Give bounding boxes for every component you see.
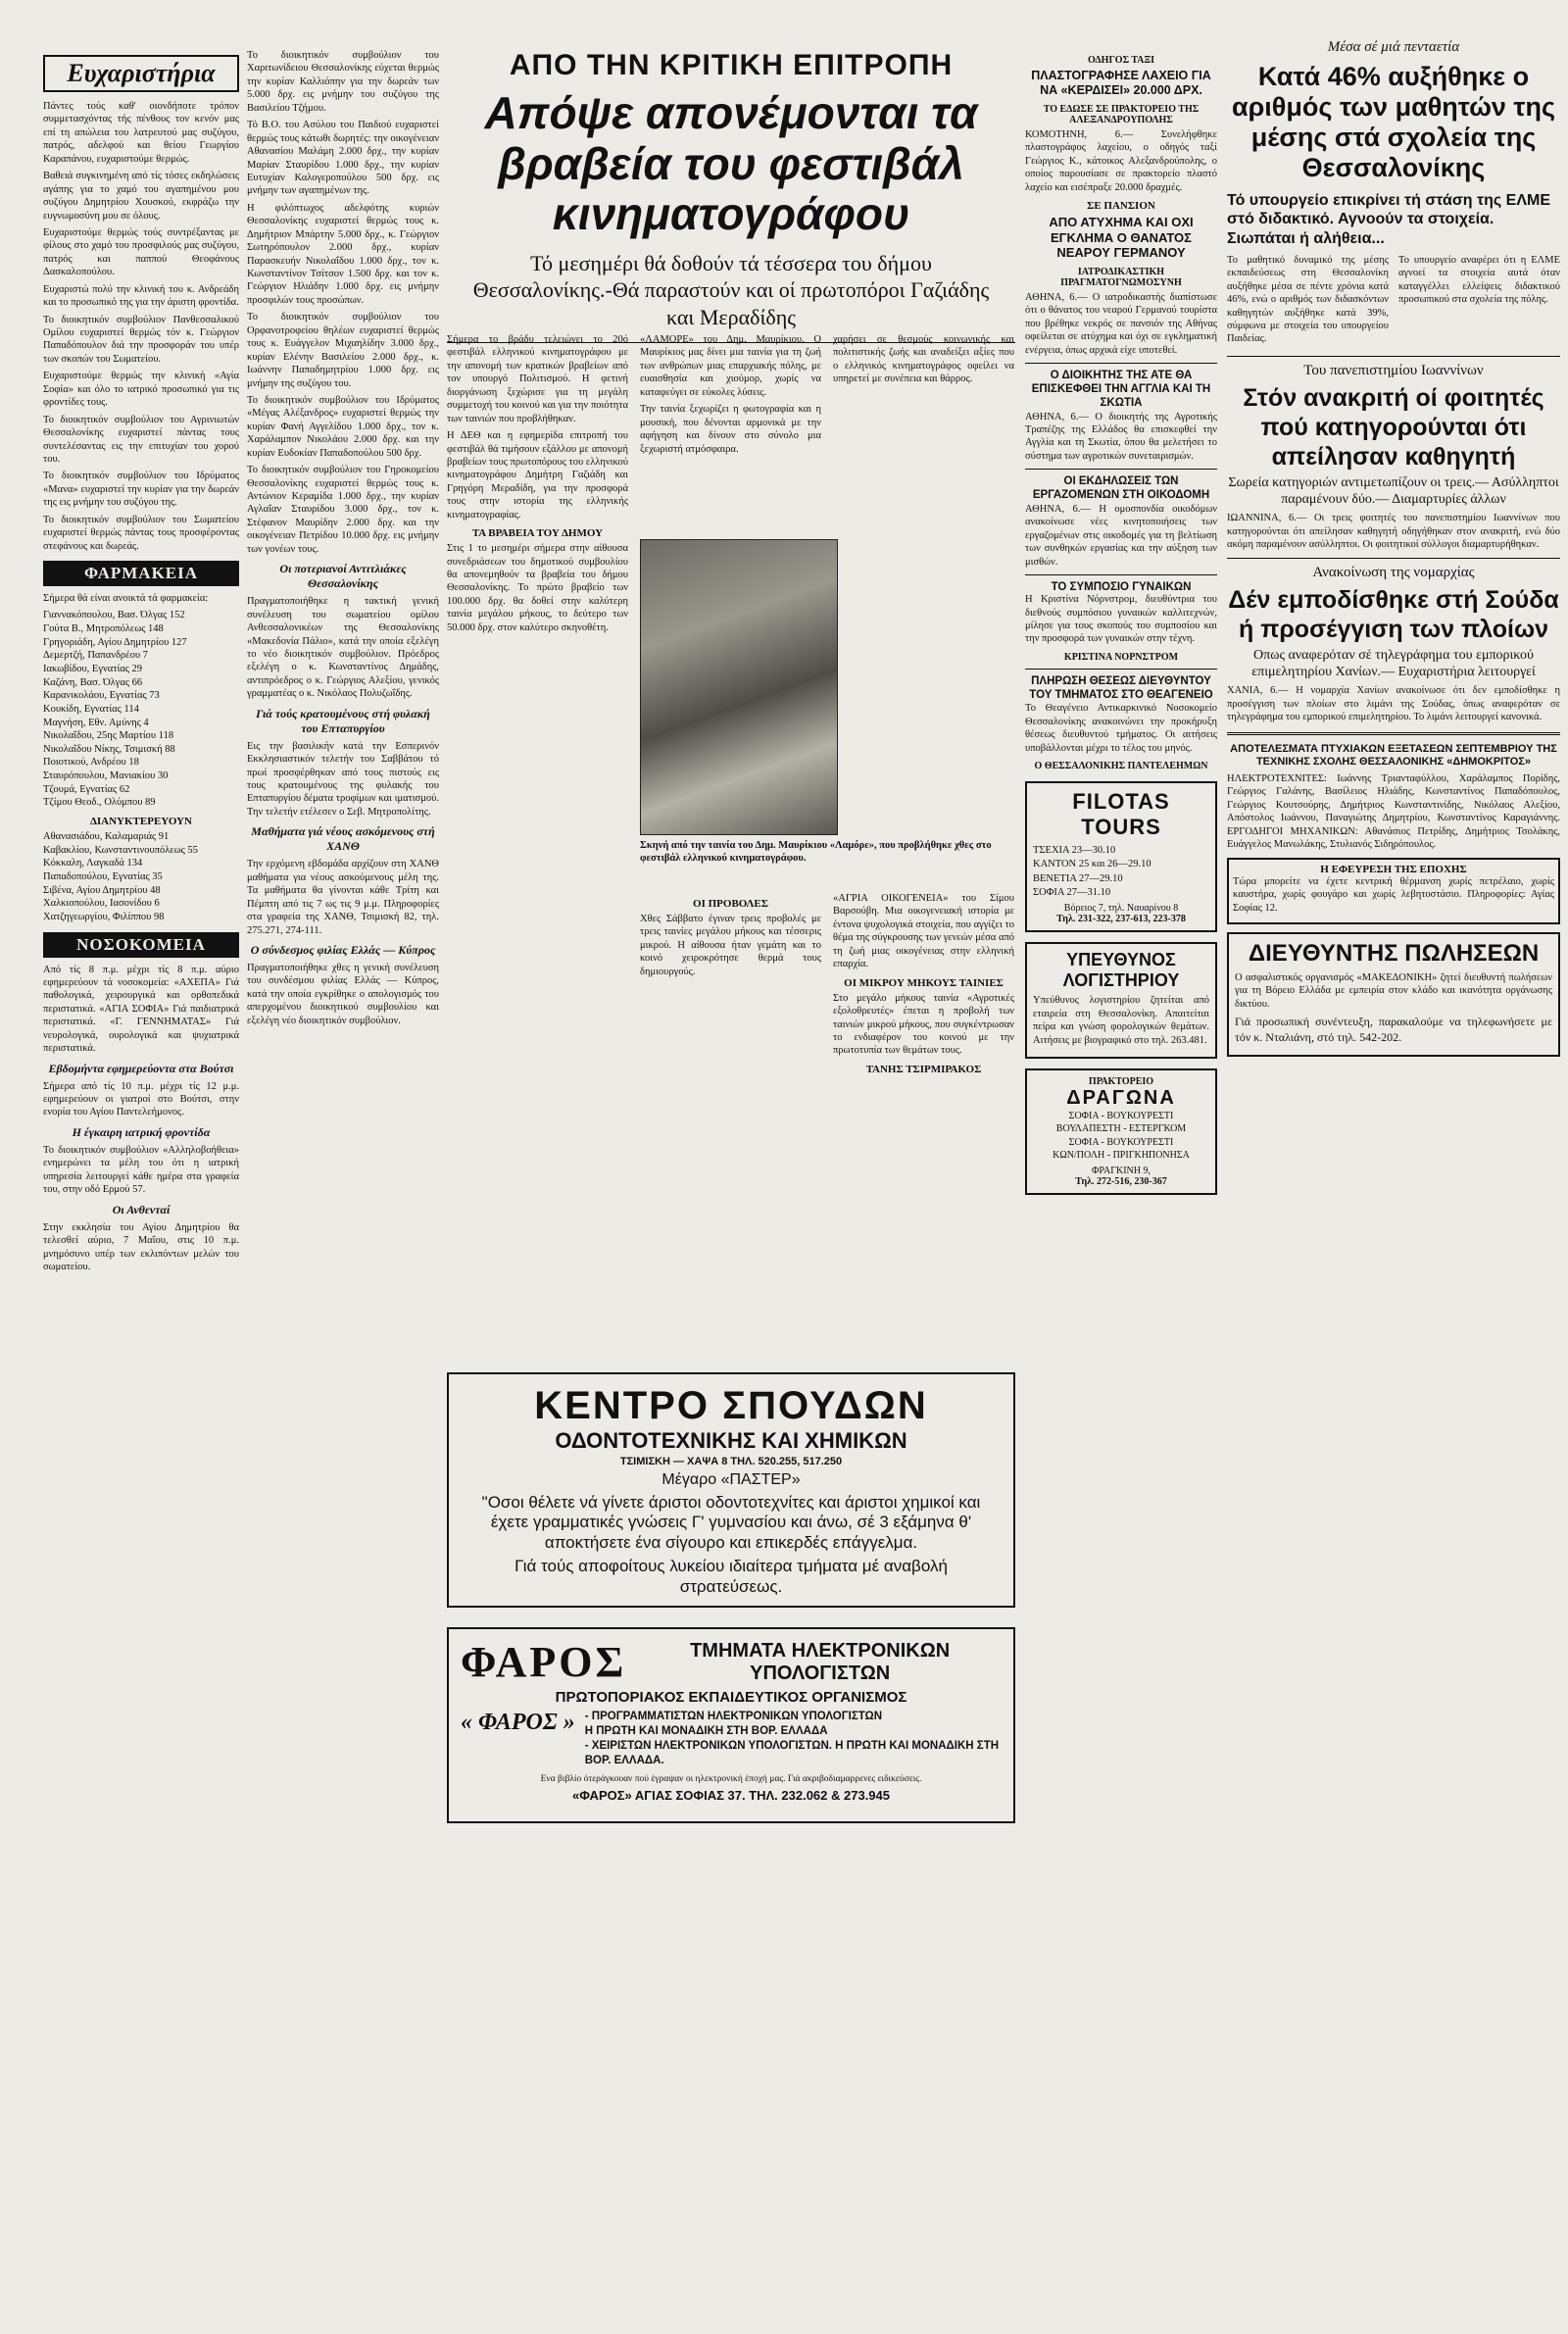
tour-row: ΤΣΕΧΙΑ 23—30.10 (1033, 845, 1116, 857)
news-headline: ΟΙ ΕΚΔΗΛΩΣΕΙΣ ΤΩΝ ΕΡΓΑΖΟΜΕΝΩΝ ΣΤΗ ΟΙΚΟΔΟΜΗ (1032, 475, 1210, 502)
tour-row: ΣΟΦΙΑ - ΒΟΥΚΟΥΡΕΣΤΙ (1068, 1110, 1174, 1121)
ad-address: ΤΣΙΜΙΣΚΗ — ΧΑΨΑ 8 ΤΗΛ. 520.255, 517.250 (619, 1456, 843, 1467)
souda-deck: Οπως αναφερόταν σέ τηλεγράφημα του εμπορικού επιμελητηρίου Χανίων.— Ευχαριστήρια λειτουργεί (1251, 647, 1536, 679)
education-paragraph: Το μαθητικό δυναμικό της μέσης εκπαιδεύσεως στη Θεσσαλονίκη αυξήθηκε μέσα σε πέντε χρόνια κατά 46%, ενώ ο αριθμός των διδασκόντων καθηγητών αυξήθηκε κατά 39%, σύμφωνα με στοιχεία του υπουργείου Παιδείας. (1227, 254, 1389, 345)
festival-paragraph: Σήμερα το βράδυ τελειώνει το 20ό φεστιβάλ ελληνικού κινηματογράφου με την απονομή των κρατικών βραβείων από τον υπουργό Πολιτισμού. Η φετινή διοργάνωση ξεχώρισε για τη μεγάλη συμμετοχή του κοινού και για την ποιότητα των ταινιών που προβλήθηκαν. (447, 334, 628, 424)
souda-text: ΧΑΝΙΑ, 6.— Η νομαρχία Χανίων ανακοίνωσε ότι δεν εμποδίσθηκε η προσέγγιση των πλοίων στο λιμάνι της Σούδας, όπως αναφερόταν σε τηλεγράφημα του εμπορικού επιμελητηρίου. Το λιμάνι λειτουργεί κανονικά. (1227, 685, 1560, 723)
students-deck: Σωρεία κατηγοριών αντιμετωπίζουν οι τρεις.— Ασύλληπτοι παραμένουν δύο.— Διαμαρτυρίες άλλων (1228, 474, 1559, 507)
news-subhead: ΤΟ ΕΔΩΣΕ ΣΕ ΠΡΑΚΤΟΡΕΙΟ ΤΗΣ ΑΛΕΞΑΝΔΡΟΥΠΟΛΗΣ (1043, 104, 1200, 125)
pharmacy-item: Αθανασιάδου, Καλαμαριάς 91 (43, 831, 170, 843)
pharmacy-item: Σιβένα, Αγίου Δημητρίου 48 (43, 884, 161, 896)
faros-tagline: ΤΜΗΜΑΤΑ ΗΛΕΚΤΡΟΝΙΚΩΝ ΥΠΟΛΟΓΙΣΤΩΝ (690, 1639, 951, 1684)
pharmacy-item: Παπαδοπούλου, Εγνατίας 35 (43, 870, 163, 882)
invention-text: Τώρα μπορείτε να έχετε κεντρική θέρμανση χωρίς πετρέλαιο, χωρίς καυστήρα, χωρίς φουγάρο και χωρίς λεβητοστάσιο. Πληροφορίες: Αγίας Σοφίας 12. (1233, 875, 1554, 914)
notice-text: Εις την βασιλικήν κατά την Εσπερινόν Εκκλησιαστικόν τελετήν του Σαββάτου τό πρωί προσφέρθηκαν από τους πιστούς εις τους κρατουμένους της φυλακής του Επταπυργίου δέματα τροφίμων και ιματισμού. Την τελετήν ετέλεσεν ο Σεβ. Μητροπολίτης. (247, 740, 439, 818)
thanks-heading: Ευχαριστήρια (43, 55, 239, 92)
accountant-ad (1025, 942, 1217, 1059)
filotas-title: FILOTAS TOURS (1072, 789, 1170, 840)
education-deck: Τό υπουργείο επικρίνει τή στάση της ΕΛΜΕ στό διδακτικό. Αγνοούν τα στοιχεία. Σιωπάται ή αλήθεια... (1227, 192, 1551, 247)
tour-row: ΣΟΦΙΑ 27—31.10 (1033, 886, 1111, 898)
festival-paragraph: Την ταινία ξεχωρίζει η φωτογραφία και η μουσική, που δένονται αρμονικά με την αφήγηση και δίνουν στο σύνολο μια ξεχωριστή ατμόσφαιρα. (640, 404, 821, 455)
pharmacy-item: Νικολαΐδου, 25ης Μαρτίου 118 (43, 730, 174, 742)
notice-title: Η έγκαιρη ιατρική φροντίδα (72, 1124, 211, 1139)
festival-paragraph: Η ΔΕΘ και η εφημερίδα επιτροπή του φεστιβάλ θά τιμήσουν εξάλλου με απονομή βραβείων τους πρωτοπόρους του ελληνικού κινηματογράφου Δημήτρη Γαζιάδη και Γρηγόρη Μεραδίδη, για την προσφορά τους στην ιστορία της ελληνικής κινηματογραφίας. (447, 430, 628, 521)
pharmacy-item: Γούτα Β., Μητροπόλεως 148 (43, 623, 164, 635)
dragona-address: ΦΡΑΓΚΙΝΗ 9, (1092, 1165, 1151, 1176)
faros-point: - ΧΕΙΡΙΣΤΩΝ ΗΛΕΚΤΡΟΝΙΚΩΝ ΥΠΟΛΟΓΙΣΤΩΝ. Η ΠΡΩΤΗ ΚΑΙ ΜΟΝΑΔΙΚΗ ΣΤΗ ΒΟΡ. ΕΛΛΑΔΑ. (584, 1739, 1000, 1766)
news-text: ΑΘΗΝΑ, 6.— Ο ιατροδικαστής διαπίστωσε ότι ο θάνατος του νεαρού Γερμανού τουρίστα που βρέθηκε νεκρός σε πανσιόν της Αθήνας οφείλεται σε ατύχημα και όχι σε εγκληματική ενέργεια, όπως αρχικά είχε υποτεθεί. (1025, 291, 1217, 356)
pharmacy-item: Καζάνη, Βασ. Όλγας 66 (43, 676, 143, 688)
photo-caption: Σκηνή από την ταινία του Δημ. Μαυρίκιου «Λαμόρε», που προβλήθηκε χθες στο φεστιβάλ ελληνικού κινηματογράφου. (640, 840, 992, 865)
results-text: ΗΛΕΚΤΡΟΤΕΧΝΙΤΕΣ: Ιωάννης Τριανταφύλλου, Χαράλαμπος Πορίδης, Γεώργιος Γαλάνης, Βασίλειος Ηλιάδης, Κωνσταντίνος Παπαδόπουλος, Γεώργιος Κουτσούρης, Δημήτριος Κωνσταντινίδης, Νικόλαος Αλεξίου, Απόστολος Ιωάννου, Παναγιώτης Δημητρίου, Κωνσταντίνος Καραγιάννης. ΕΡΓΟΔΗΓΟΙ ΜΗΧΑΝΙΚΩΝ: Αθανάσιος Πετρίδης, Δημήτριος Τσολάκης, Ευάγγελος Μανωλάκης, Στυλιανός Σιδηρόπουλος. (1227, 773, 1560, 851)
news-headline: ΠΛΑΣΤΟΓΡΑΦΗΣΕ ΛΑΧΕΙΟ ΓΙΑ ΝΑ «ΚΕΡΔΙΣΕΙ» 20.000 ΔΡΧ. (1031, 69, 1211, 97)
faros-advertisement (447, 1627, 1015, 1823)
tour-row: ΒΟΥΛΑΠΕΣΤΗ - ΕΣΤΕΡΓΚΟΜ (1055, 1123, 1187, 1135)
pharmacy-item: Σταυρόπουλου, Μανιακίου 30 (43, 770, 169, 782)
results-title: ΑΠΟΤΕΛΕΣΜΑΤΑ ΠΤΥΧΙΑΚΩΝ ΕΞΕΤΑΣΕΩΝ ΣΕΠΤΕΜΒΡΙΟΥ ΤΗΣ ΤΕΧΝΙΚΗΣ ΣΧΟΛΗΣ ΘΕΣΣΑΛΟΝΙΚΗΣ «ΔΗΜΟΚΡΙΤΟΣ» (1230, 742, 1557, 768)
festival-col-c-lower (833, 892, 1014, 1078)
pharmacy-item: Κουκίδη, Εγνατίας 114 (43, 703, 139, 715)
pharmacy-item: Τζίμου Θεοδ., Ολύμπου 89 (43, 797, 156, 809)
pharmacies-intro: Σήμερα θά είναι ανοικτά τά φαρμακεία: (43, 593, 209, 604)
news-text: ΑΘΗΝΑ, 6.— Η ομοσπονδία οικοδόμων ανακοίνωσε νέες κινητοποιήσεις των εργαζομένων στις οικοδομές για τη βελτίωση των συνθηκών εργασίας και την αύξηση των μισθών. (1025, 503, 1217, 568)
thanks-paragraph: Τό Β.Ο. του Ασύλου του Παιδιού ευχαριστεί θερμώς τους κάτωθι δωρητές: την οικογένειαν Αθανασίου Μαλάμη 2.000 δρχ., την κυρίαν Μαρίαν Σταυρίδου 1.000 δρχ., την κυρίαν Ευτυχίαν Καλογεροπούλου 500 δρχ. εις μνήμην των αγαπημένων της. (247, 120, 439, 197)
ad-title: ΚΕΝΤΡΟ ΣΠΟΥΔΩΝ (534, 1384, 928, 1427)
thanks-paragraph: Το διοικητικόν συμβούλιον του Ιδρύματος «Μανα» ευχαριστεί την κυρίαν για την δωρεάν της εις μνήμην του συζύγου της. (43, 471, 239, 509)
students-headline: Στόν ανακριτή οί φοιτητές πού κατηγορούνται ότι απείλησαν καθηγητή (1243, 383, 1544, 471)
faros-contact: «ΦΑΡΟΣ» ΑΓΙΑΣ ΣΟΦΙΑΣ 37. ΤΗΛ. 232.062 & 273.945 (572, 1787, 890, 1803)
notice-text: Πραγματοποιήθηκε η τακτική γενική συνέλευση του σωματείου ομίλου Ανθεσσαλονικέων της Θεσσαλονίκης «Μακεδονία Πάλιο», κατά την οποία εξελέγη το νέο διοικητικόν συμβούλιον. Πρόεδρος εξελέγη ο κ. Κωνσταντίνος Δημάδης, αντιπρόεδρος ο κ. Γεώργιος Αλεξίου, γενικός γραμματέας ο κ. Νικόλαος Πολυζωΐδης. (247, 596, 439, 700)
festival-paragraph: «ΑΓΡΙΑ ΟΙΚΟΓΕΝΕΙΑ» του Σίμου Βαρσούβη. Μια οικογενειακή ιστορία με έντονα ψυχολογικά στοιχεία, που αγγίζει το θέμα της σύγκρουσης των γενεών μέσα από τη ζωή μιας οικογένειας στην ελληνική επαρχία. (833, 893, 1014, 970)
column-4 (1025, 49, 1217, 2304)
pharmacies-list (43, 609, 239, 810)
festival-paragraph: χαρήσει σε θεσμούς κοινωνικής και πολιτιστικής ζωής και αναδείξει αξίες που ο ελληνικός κινηματογράφος οφείλει να υπηρετεί με συνέπεια και θάρρος. (833, 334, 1014, 385)
byline: ΤΑΝΗΣ ΤΣΙΡΜΙΡΑΚΟΣ (865, 1063, 982, 1075)
thanks-paragraph: Το διοικητικόν συμβούλιον Πανθεσσαλικού Ομίλου ευχαριστεί θερμώς τόν κ. Γεώργιον Παπαδόπουλον διά την προσφοράν του υπέρ των σκοπών του Σωματείου. (43, 314, 239, 365)
ad-body: "Οσοι θέλετε νά γίνετε άριστοι οδοντοτεχνίτες και άριστοι χημικοί και έχετε γραμματικές γνώσεις Γ' γυμνασίου και άνω, σέ 3 εξάμηνα θ' αποκτήσετε ένα σίγουρο και επικερδές επάγγελμα. (481, 1493, 981, 1552)
festival-paragraph: «ΛΑΜΟΡΕ» του Δημ. Μαυρίκιου. Ο Μαυρίκιος μας δίνει μια ταινία για τη ζωή των ανθρώπων μιας επαρχιακής πόλης, με ευαισθησία και χιούμορ, χωρίς να καταφεύγει σε εύκολες λύσεις. (640, 334, 821, 398)
invention-title: Η ΕΦΕΥΡΕΣΗ ΤΗΣ ΕΠΟΧΗΣ (1320, 863, 1467, 875)
accountant-title: ΥΠΕΥΘΥΝΟΣ ΛΟΓΙΣΤΗΡΙΟΥ (1062, 949, 1180, 990)
filotas-address: Βόρειος 7, τηλ. Ναυαρίνου 8 (1063, 902, 1179, 914)
divider (1227, 732, 1560, 735)
education-paragraph: Το υπουργείο αναφέρει ότι η ΕΛΜΕ αγνοεί τα στοιχεία αυτά όταν καταγγέλλει ελλείψεις διδακτικού προσωπικού στα σχολεία της πόλης. (1398, 254, 1560, 306)
notice-text: Την ερχόμενη εβδομάδα αρχίζουν στη ΧΑΝΘ μαθήματα για νέους ασκούμενους μέλη της. Τα μαθήματα θα γίνονται κάθε Τρίτη και Πέμπτη από τις 7 ως τις 9 μ.μ. Πληροφορίες στα γραφεία της ΧΑΝΘ, Τσιμισκή 82, τηλ. 275.271, 274-111. (247, 859, 439, 936)
news-text: ΚΟΜΟΤΗΝΗ, 6.— Συνελήφθηκε πλαστογράφος λαχείου, ο οδηγός ταξί Γεώργιος Κ., κάτοικος Αλεξανδρούπολης, ο οποίος παρουσίασε σε πρακτορείο πλαστό λαχείο και εισέπραξε 20.000 δραχμές. (1025, 129, 1217, 193)
notice-title: Οι Ανθενταί (112, 1202, 171, 1217)
pharmacies-heading: ΦΑΡΜΑΚΕΙΑ (43, 561, 239, 586)
divider (1025, 669, 1217, 670)
invention-ad (1227, 858, 1560, 924)
job-text: Ο ασφαλιστικός οργανισμός «ΜΑΚΕΔΟΝΙΚΗ» ζητεί διευθυντή πωλήσεων για τη Βόρειο Ελλάδα με εμπειρία στον κλάδο και ικανότητα οργάνωσης δικτύου. (1235, 971, 1552, 1010)
souda-kicker: Ανακοίνωση της νομαρχίας (1312, 564, 1475, 580)
thanks-paragraph: Ευχαριστώ πολύ την κλινική του κ. Ανδρεάδη και το προσωπικό της για την άριστη φροντίδα. (43, 283, 239, 309)
education-headline: Κατά 46% αυξήθηκε ο αριθμός των μαθητών της μέσης στά σχολεία της Θεσσαλονίκης (1232, 62, 1555, 183)
notice-text: Στην εκκλησία του Αγίου Δημητρίου θα τελεσθεί αύριο, 7 Μαΐου, στις 10 π.μ. μνημόσυνο υπέρ των εκλιπόντων μελών του σωματείου. (43, 1221, 239, 1272)
thanks-paragraph: Ευχαριστούμε θερμώς τούς συντρέξαντας με φίλους στο χαμό του προσφιλούς μας συζύγου, πατρός και παππού Θεοφάνους Δασκαλοπούλου. (43, 226, 239, 278)
festival-kicker: ΑΠΟ ΤΗΝ ΚΡΙΤΙΚΗ ΕΠΙΤΡΟΠΗ (509, 49, 954, 81)
pharmacy-item: Νικολαΐδου Νίκης, Τσιμισκή 88 (43, 743, 175, 755)
signature: Ο ΘΕΣΣΑΛΟΝΙΚΗΣ ΠΑΝΤΕΛΕΗΜΩΝ (1034, 761, 1208, 772)
accountant-text: Υπεύθυνος λογιστηρίου ζητείται από εταιρεία στη Θεσσαλονίκη. Απαιτείται πείρα και γνώση φορολογικών θεμάτων. Αιτήσεις με βιογραφικό στο τηλ. 263.481. (1033, 995, 1209, 1046)
thanks-list (43, 100, 239, 553)
thanks-paragraph: Το διοικητικόν συμβούλιον του Ιδρύματος «Μέγας Αλέξανδρος» ευχαριστεί θερμώς την κυρίαν Φανή Αγγελίδου 1.000 δρχ., τον κ. Χαράλαμπον Νικολάου 2.000 δρχ. και την κυρίαν Ευδοκίαν Παπαδοπούλου 500 δρχ. (247, 394, 439, 459)
pharmacy-item: Καβακλίου, Κωνσταντινουπόλεως 55 (43, 844, 198, 856)
pharmacy-item: Ιακωβίδου, Εγνατίας 29 (43, 664, 143, 674)
news-text: ΑΘΗΝΑ, 6.— Ο διοικητής της Αγροτικής Τραπέζης της Ελλάδος θα επισκεφθεί την Αγγλία και τη Σκωτία, όπου θα μελετήσει το σύστημα των αγροτικών συνεταιρισμών. (1025, 411, 1217, 462)
thanks-paragraph: Το διοικητικόν συμβούλιον του Γηροκομείου Θεσσαλονίκης ευχαριστεί θερμώς τους κ. Αντώνιον Κεραμίδα 1.000 δρχ., την κυρίαν Αγλαΐαν Σταυρίδου 3.000 δρχ., τον κ. Στέφανον Μαυρίδην 2.000 δρχ. και την οικογένειαν Πετρίδου 10.000 δρχ. εις μνήμην των γονέων τους. (247, 465, 439, 555)
thanks-paragraph: Η φιλόπτωχος αδελφότης κυριών Θεσσαλονίκης ευχαριστεί θερμώς τους κ. Δημήτριον Μπάρτην 5.000 δρχ., κ. Γεώργιον Σωτηρόπουλον 2.000 δρχ., κυρίαν Παρασκευήν Νικολαΐδου 1.000 δρχ., τον κ. Κωνσταντίνον Τσίτσον 1.500 δρχ. και τον κ. Γεώργιον Ηλιάδην 1.000 δρχ. εις μνήμην προσφιλών τους προσώπων. (247, 202, 439, 306)
news-headline: ΤΟ ΣΥΜΠΟΣΙΟ ΓΥΝΑΙΚΩΝ (1051, 581, 1192, 594)
pharmacy-item: Κόκκαλη, Λαγκαδά 134 (43, 858, 143, 869)
column-2 (247, 49, 439, 2304)
divider (1227, 558, 1560, 559)
divider (1025, 363, 1217, 364)
news-subhead: ΙΑΤΡΟΔΙΚΑΣΤΙΚΗ ΠΡΑΓΜΑΤΟΓΝΩΜΟΣΥΝΗ (1060, 266, 1182, 288)
news-text: Το Θεαγένειο Αντικαρκινικό Νοσοκομείο Θεσσαλονίκης ανακοινώνει την προκήρυξη θέσεως διευθυντού τμήματος. Οι αιτήσεις υποβάλλονται μέχρι το τέλος του μηνός. (1025, 703, 1217, 754)
tour-row: ΚΑΝΤΟΝ 25 και 26—29.10 (1033, 859, 1152, 870)
festival-story (447, 49, 1015, 1353)
sales-director-ad (1227, 932, 1560, 1057)
section-heading: ΟΙ ΠΡΟΒΟΛΕΣ (693, 898, 768, 910)
pharmacy-item: Μαγνήση, Εθν. Αμύνης 4 (43, 717, 149, 728)
thanks-paragraph: Βαθειά συγκινημένη από τίς τόσες εκδηλώσεις αγάπης για το χαμό του αγαπημένου μου συζύγου Δημητρίου Χουσκού, εκφράζω την ευγνωμοσύνη μου σε όλους. (43, 171, 239, 222)
section-heading: ΤΑ ΒΡΑΒΕΙΑ ΤΟΥ ΔΗΜΟΥ (471, 527, 604, 540)
notice-title: Μαθήματα γιά νέους ασκόμενους στή ΧΑΝΘ (251, 824, 435, 854)
students-kicker: Του πανεπιστημίου Ιωαννίνων (1303, 362, 1484, 378)
job-footer: Γιά προσωπική συνέντευξη, παρακαλούμε να τηλεφωνήσετε με τόν κ. Νταλιάνη, στό τηλ. 542-202. (1235, 1015, 1552, 1044)
filotas-phone: Τηλ. 231-322, 237-613, 223-378 (1056, 913, 1186, 924)
ad-building: Μέγαρο «ΠΑΣΤΕΡ» (662, 1471, 801, 1488)
dragona-phone: Τηλ. 272-516, 230-367 (1075, 1175, 1167, 1187)
tour-row: ΒΕΝΕΤΙΑ 27—29.10 (1033, 872, 1123, 884)
night-pharmacies-list (43, 830, 239, 923)
thanks-paragraph: Το διοικητικόν συμβούλιον του Σωματείου ευχαριστεί θερμώς πάντας τους προσφέροντας στεφάνους και δωρεάς. (43, 514, 239, 552)
hospitals-text: Από τίς 8 π.μ. μέχρι τίς 8 π.μ. αύριο εφημερεύουν τά νοσοκομεία: «ΑΧΕΠΑ» Γιά παθολογικά, χειρουργικά και ορθοπεδικά περιστατικά. «ΑΓΙΑ ΣΟΦΙΑ» Γιά παιδιατρικά περιστατικά. «Γ. ΓΕΝΝΗΜΑΤΑΣ» Γιά νευρολογικά, ουρολογικά και ψυχιατρικά περιστατικά. (43, 964, 239, 1055)
faros-point: Η ΠΡΩΤΗ ΚΑΙ ΜΟΝΑΔΙΚΗ ΣΤΗ ΒΟΡ. ΕΛΛΑΔΑ (584, 1724, 828, 1737)
pharmacy-item: Καρανικολάου, Εγνατίας 73 (43, 690, 160, 702)
divider (1227, 356, 1560, 357)
faros-name: ΦΑΡΟΣ (461, 1638, 627, 1686)
divider (1025, 469, 1217, 470)
thanks-paragraph: Ευχαριστούμε θερμώς την κλινική «Αγία Σοφία» και όλο το ιατρικό προσωπικό για τις φροντίδες τους. (43, 371, 239, 409)
section-heading: ΟΙ ΜΙΚΡΟΥ ΜΗΚΟΥΣ ΤΑΙΝΙΕΣ (844, 976, 1004, 989)
faros-brand: « ΦΑΡΟΣ » (461, 1710, 575, 1735)
festival-subhead: Τό μεσημέρι θά δοθούν τά τέσσερα του δήμου Θεσσαλονίκης.-Θά παραστούν και οί πρωτοπόροι Γαζιάδης και Μεραδίδης (472, 250, 990, 329)
dragona-label: ΠΡΑΚΤΟΡΕΙΟ (1088, 1075, 1154, 1087)
film-still-photo (640, 539, 838, 835)
souda-headline: Δέν εμποδίσθηκε στή Σούδα ή προσέγγιση των πλοίων (1228, 585, 1559, 643)
faros-note: Ενα βιβλίο ότεράγκουαν πού έγραψαν οι ηλεκτρονική έποχή μας. Γιά ακριβοδιαμαρρενες ειδικεύσεις. (540, 1773, 922, 1784)
section-label: ΣΕ ΠΑΝΣΙΟΝ (1087, 200, 1155, 213)
students-text: ΙΩΑΝΝΙΝΑ, 6.— Οι τρεις φοιτητές του πανεπιστημίου Ιωαννίνων που κατηγορούνται ότι απείλησαν καθηγητή οδηγήθηκαν στον ανακριτή, ενώ δύο ακόμη παραμένουν ασύλληπτοι. Οι φοιτητικοί σύλλογοι διαμαρτυρήθηκαν. (1227, 513, 1560, 551)
notice-text: Πραγματοποιήθηκε χθες η γενική συνέλευση του συνδέσμου φιλίας Ελλάς — Κύπρος, κατά την οποία εγκρίθηκε ο απολογισμός του απερχομένου διοικητικού συμβουλίου και εξελέγη νέο διοικητικόν συμβούλιον. (247, 962, 439, 1026)
ad-footer: Γιά τούς αποφοίτους λυκείου ιδιαίτερα τμήματα μέ αναβολή στρατεύσεως. (514, 1557, 948, 1596)
faros-point: - ΠΡΟΓΡΑΜΜΑΤΙΣΤΩΝ ΗΛΕΚΤΡΟΝΙΚΩΝ ΥΠΟΛΟΓΙΣΤΩΝ (584, 1711, 883, 1722)
festival-paragraph: Χθες Σάββατο έγιναν τρεις προβολές με τρεις ταινίες μεγάλου μήκους και τέσσερις μικρού. Η αίθουσα ήταν γεμάτη και το κοινό χειροκρότησε θερμά τους δημιουργούς. (640, 914, 821, 977)
night-pharmacies-heading: ΔΙΑΝΥΚΤΕΡΕΥΟΥΝ (89, 816, 192, 828)
festival-paragraph: Στις 1 το μεσημέρι σήμερα στην αίθουσα συνεδριάσεων του δημοτικού συμβουλίου θα απονεμηθούν τα βραβεία του δήμου Θεσσαλονίκης. Το πρώτο βραβείο των 100.000 δρχ. θα δοθεί στην καλύτερη ταινία μεγάλου μήκους, το δεύτερο των 50.000 δρχ. στον καλύτερο σκηνοθέτη. (447, 543, 628, 633)
news-text: Η Κριστίνα Νόρνστρομ, διευθύντρια του διεθνούς συμπόσιου γυναικών καλλιτεχνών, μίλησε για τους σκοπούς του συμποσίου και την προσφορά των γυναικών στην τέχνη. (1025, 594, 1217, 645)
pharmacy-item: Τζουμά, Εγνατίας 62 (43, 783, 130, 795)
tour-row: ΚΩΝ/ΠΟΛΗ - ΠΡΙΓΚΗΠΟΝΗΣΑ (1053, 1150, 1190, 1162)
festival-col-a (447, 333, 628, 638)
education-kicker: Μέσα σέ μιά πενταετία (1327, 39, 1460, 55)
school-advertisement (447, 1372, 1015, 1608)
thanks-paragraph: Το διοικητικόν συμβούλιον του Ορφανοτροφείου θηλέων ευχαριστεί θερμώς τους κ. Ευάγγελον Μιχαηλίδην 3.000 δρχ., κυρίαν Ελένην Βασιλείου 2.000 δρχ., κ. Ιωάννην Παπαδημητρίου 1.000 δρχ. εις μνήμην της συζύγου του. (247, 312, 439, 389)
hospitals-heading: ΝΟΣΟΚΟΜΕΙΑ (43, 932, 239, 958)
notice-text: Το διοικητικόν συμβούλιον «Αλληλοβοήθεια» ενημερώνει τα μέλη του ότι η ιατρική υπηρεσία λειτουργεί κάθε ημέρα στα γραφεία του, στην οδό Ερμού 57. (43, 1144, 239, 1196)
notice-text: Σήμερα από τίς 10 π.μ. μέχρι τίς 12 μ.μ. εφημερεύουν οι γιατροί στο Βούτσι, στην ενορία του Αγίου Παντελεήμονος. (43, 1080, 239, 1118)
pharmacy-item: Γιαννακόπουλου, Βασ. Όλγας 152 (43, 610, 185, 621)
dragona-title: ΔΡΑΓΩΝΑ (1066, 1086, 1176, 1109)
faros-org: ΠΡΩΤΟΠΟΡΙΑΚΟΣ ΕΚΠΑΙΔΕΥΤΙΚΟΣ ΟΡΓΑΝΙΣΜΟΣ (555, 1689, 907, 1706)
dragona-ad (1025, 1068, 1217, 1195)
festival-col-b (640, 333, 821, 460)
column-1 (43, 49, 239, 2304)
tour-row: ΣΟΦΙΑ - ΒΟΥΚΟΥΡΕΣΤΙ (1068, 1136, 1174, 1148)
thanks-paragraph: Το διοικητικόν συμβούλιον του Αγρινιωτών Θεσσαλονίκης ευχαριστεί πάντας τους συντελέσαντας εις την επιτυχίαν του χορού του. (43, 414, 239, 465)
pharmacy-item: Χατζηγεωργίου, Φιλίππου 98 (43, 911, 165, 922)
festival-headline: Απόψε απονέμονται τα βραβεία του φεστιβάλ κινηματογράφου (484, 87, 978, 240)
festival-col-c (833, 333, 1014, 390)
notice-title: Ο σύνδεσμος φιλίας Ελλάς — Κύπρος (250, 942, 436, 957)
pharmacy-item: Δεμερτζή, Παπανδρέου 7 (43, 650, 148, 662)
pharmacy-item: Ποιοτικού, Ανδρέου 18 (43, 757, 139, 769)
festival-paragraph: Στο μεγάλο μήκους ταινία «Αγροτικές εξολοθρευτές» έπεται η προβολή των ταινιών μικρού μήκους, που συγκέντρωσαν το ενδιαφέρον του κοινού με την πρωτοτυπία των θεμάτων τους. (833, 992, 1014, 1057)
byline: ΚΡΙΣΤΙΝΑ ΝΟΡΝΣΤΡΟΜ (1063, 651, 1179, 663)
news-headline: ΑΠΟ ΑΤΥΧΗΜΑ ΚΑΙ ΟΧΙ ΕΓΚΛΗΜΑ Ο ΘΑΝΑΤΟΣ ΝΕΑΡΟΥ ΓΕΡΜΑΝΟΥ (1049, 215, 1194, 261)
notice-title: Οι ποτεριανοί Αντιτλιάκες Θεσσαλονίκης (279, 562, 407, 591)
divider (1025, 574, 1217, 575)
thanks-paragraph: Πάντες τούς καθ' οιονδήποτε τρόπον συμμετασχόντας τής πένθους τον κενόν μας επί τη απώλεια του λατρευτού μας συζύγου, πατρός, αδελφού και θείου Γεωργίου Καραπάνου, ευχαριστούμε θερμώς. (43, 101, 239, 165)
notice-title: Εβδομήντα εφημερεύοντα στα Βούτσι (48, 1061, 234, 1075)
job-title: ΔΙΕΥΘΥΝΤΗΣ ΠΩΛΗΣΕΩΝ (1248, 939, 1540, 967)
filotas-tours-ad (1025, 781, 1217, 932)
ad-subtitle: ΟΔΟΝΤΟΤΕΧΝΙΚΗΣ ΚΑΙ ΧΗΜΙΚΩΝ (555, 1428, 907, 1453)
festival-col-b-lower (640, 892, 821, 982)
thanks-paragraph: Το διοικητικόν συμβούλιον του Χαριτωνίδειου Θεσσαλονίκης εύχεται θερμώς την κυρίαν Καλλιόπην για την δωρεάν των 5.000 δρχ. εις μνήμην του συζύγου της Βασιλείου Τζήμου. (247, 50, 439, 114)
section-label: ΟΔΗΓΟΣ ΤΑΞΙ (1087, 55, 1155, 66)
news-headline: ΠΛΗΡΩΣΗ ΘΕΣΕΩΣ ΔΙΕΥΘΥΝΤΟΥ ΤΟΥ ΤΜΗΜΑΤΟΣ ΣΤΟ ΘΕΑΓΕΝΕΙΟ (1029, 674, 1213, 701)
pharmacy-item: Γρηγοριάδη, Αγίου Δημητρίου 127 (43, 636, 187, 648)
pharmacy-item: Χαλκιοπούλου, Ιασονίδου 6 (43, 898, 160, 910)
column-5 (1227, 39, 1560, 2313)
news-headline: Ο ΔΙΟΙΚΗΤΗΣ ΤΗΣ ΑΤΕ ΘΑ ΕΠΙΣΚΕΦΘΕΙ ΤΗΝ ΑΓΓΛΙΑ ΚΑΙ ΤΗ ΣΚΩΤΙΑ (1031, 370, 1211, 409)
notice-title: Γιά τούς κρατουμένους στή φυλακή του Επταπυργίου (256, 706, 430, 735)
